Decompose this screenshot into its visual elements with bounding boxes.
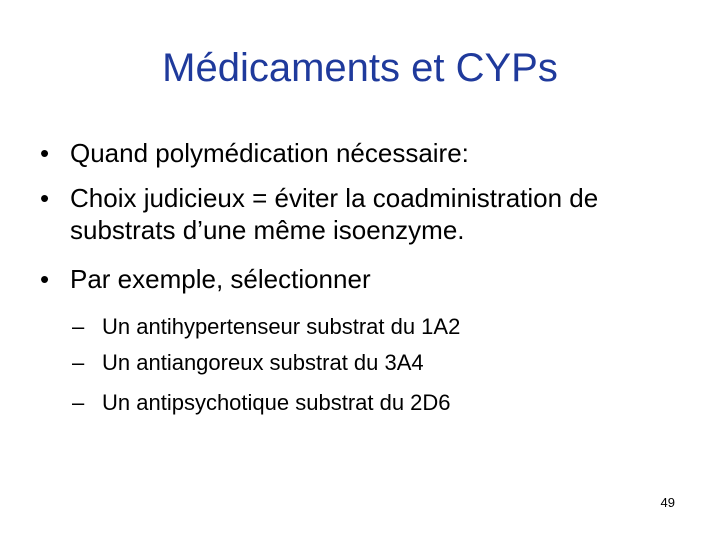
sub-bullet-marker: – [72,314,85,339]
page-number: 49 [660,495,675,510]
bullet-marker: • [40,138,50,168]
bullet-item [40,263,700,295]
sub-bullet-marker: – [72,390,85,415]
sub-bullet-marker: – [72,350,85,375]
slide-title: Médicaments et CYPs [162,46,558,90]
sub-bullet-text: Un antiangoreux substrat du 3A4 [102,350,424,375]
sub-bullet-item [72,313,692,341]
bullet-marker: • [40,183,50,213]
sub-bullet-item [72,389,692,417]
sub-bullet-item [72,349,692,377]
sub-bullet-text: Un antihypertenseur substrat du 1A2 [102,314,461,339]
bullet-text: Choix judicieux = éviter la coadministration de substrats d’une même isoenzyme. [70,183,599,245]
bullet-item [40,182,700,246]
bullet-marker: • [40,264,50,294]
sub-bullet-text: Un antipsychotique substrat du 2D6 [102,390,451,415]
bullet-text: Par exemple, sélectionner [70,264,371,294]
bullet-text: Quand polymédication nécessaire: [70,138,469,168]
bullet-item [40,137,700,169]
